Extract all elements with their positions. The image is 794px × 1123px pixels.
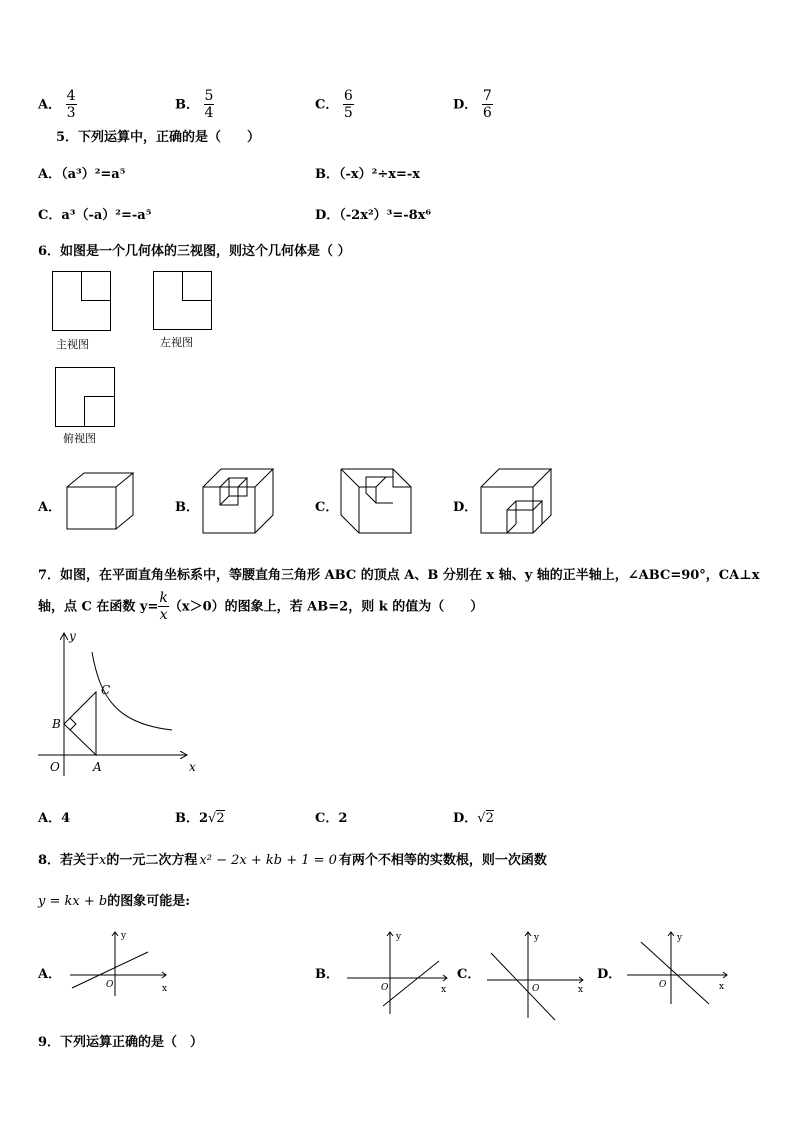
x-axis-label: x	[719, 982, 725, 992]
q4-option-d[interactable]	[453, 88, 493, 122]
numerator: 5	[204, 88, 214, 104]
q6-option-c-label[interactable]: C．	[315, 500, 339, 515]
fraction	[204, 88, 215, 122]
option-label: C．	[315, 811, 339, 826]
right-angle-mark	[70, 718, 76, 730]
option-value: 4	[61, 811, 71, 826]
numerator: k	[159, 590, 168, 606]
option-label: D．	[453, 97, 478, 113]
q6-option-d-solid[interactable]	[478, 465, 554, 537]
q8-stem-text-c: 有两个不相等的实数根，则一次函数	[338, 853, 547, 868]
y-axis-label: y	[534, 933, 540, 943]
q5-option-c[interactable]: C．a³（-a）²=-a⁵	[38, 208, 152, 223]
top-view-inner-square	[84, 396, 115, 427]
numerator: 4	[66, 88, 76, 104]
q7-option-a[interactable]	[38, 807, 70, 826]
denominator: 4	[204, 105, 214, 121]
radicand: 2	[216, 811, 225, 826]
q6-option-c-solid[interactable]	[338, 465, 414, 537]
denominator: 5	[343, 105, 353, 121]
q8-equation: x² − 2x + kb + 1 = 0	[199, 853, 337, 868]
y-axis-label: y	[677, 933, 683, 943]
option-label: B．	[175, 97, 199, 113]
q7-option-d[interactable]	[453, 807, 494, 826]
q8-option-d-graph[interactable]	[623, 928, 735, 1008]
q8-stem-line1	[38, 849, 547, 868]
q5-option-b[interactable]: B．（-x）²÷x=-x	[315, 167, 421, 182]
y-axis-label: y	[396, 932, 402, 942]
origin-label: O	[532, 984, 540, 994]
option-label: A．	[38, 97, 62, 113]
q5-stem: 5．下列运算中，正确的是（ ）	[56, 130, 261, 145]
q9-stem: 9．下列运算正确的是（ ）	[38, 1035, 204, 1050]
option-label: A．	[38, 811, 62, 826]
option-label: D．	[453, 811, 478, 826]
x-axis-label: x	[578, 985, 584, 995]
front-view-caption: 主视图	[56, 338, 89, 351]
q8-option-d-label[interactable]: D．	[597, 967, 622, 982]
q6-option-a-solid[interactable]	[64, 470, 136, 532]
q7-option-c[interactable]	[315, 807, 347, 826]
q6-option-d-label[interactable]: D．	[453, 500, 478, 515]
point-a-label: A	[93, 760, 102, 774]
radical-sign: √	[477, 811, 486, 826]
q7-fraction	[158, 590, 168, 624]
q8-option-b-label[interactable]: B．	[315, 967, 339, 982]
numerator: 7	[482, 88, 492, 104]
q7-option-b[interactable]	[175, 807, 225, 826]
q4-option-b[interactable]	[175, 88, 214, 122]
point-b-label: B	[52, 717, 61, 731]
q7-stem-line2	[38, 590, 483, 624]
q8-function: y = kx + b	[38, 894, 108, 909]
fraction	[343, 88, 354, 122]
q4-option-a[interactable]	[38, 88, 77, 122]
q5-option-d[interactable]: D．（-2x²）³=-8x⁶	[315, 208, 432, 223]
q7-coordinate-figure	[32, 628, 202, 780]
q6-option-b-label[interactable]: B．	[175, 500, 199, 515]
radicand: 2	[485, 811, 494, 826]
origin-label: O	[659, 980, 667, 990]
fraction	[482, 88, 493, 122]
q7-stem-line1: 7．如图，在平面直角坐标系中，等腰直角三角形 ABC 的顶点 A、B 分别在 x 轴、y 轴的正半轴上，∠ABC=90°，CA⊥x	[38, 568, 760, 583]
option-label: C．	[315, 97, 339, 113]
x-axis-label: x	[162, 984, 168, 994]
q5-option-a[interactable]: A．（a³）²=a⁵	[38, 167, 126, 182]
q8-variable: x	[99, 853, 107, 868]
option-value: 2	[199, 811, 209, 826]
q6-stem: 6．如图是一个几何体的三视图，则这个几何体是（ ）	[38, 244, 351, 259]
y-axis-label: y	[69, 629, 76, 643]
x-axis-label: x	[441, 985, 447, 995]
triangle-abc	[64, 692, 96, 755]
denominator: x	[159, 607, 168, 623]
left-view-caption: 左视图	[160, 336, 193, 349]
q8-option-c-graph[interactable]	[483, 928, 593, 1022]
numerator: 6	[343, 88, 353, 104]
q6-option-a-label[interactable]: A．	[38, 500, 62, 515]
top-view-caption: 俯视图	[63, 432, 96, 445]
option-value: 2	[338, 811, 348, 826]
x-axis-label: x	[189, 760, 196, 774]
q8-option-a-graph[interactable]	[66, 928, 176, 998]
y-axis-label: y	[121, 931, 127, 941]
q8-option-c-label[interactable]: C．	[457, 967, 481, 982]
q8-option-a-label[interactable]: A．	[38, 967, 62, 982]
front-view-inner-square	[81, 271, 111, 301]
q4-option-c[interactable]	[315, 88, 354, 122]
front-view-figure	[52, 271, 111, 331]
top-view-figure	[55, 367, 115, 427]
point-c-label: C	[101, 683, 111, 697]
q7-stem-text-b: （x＞0）的图象上，若 AB=2，则 k 的值为（ ）	[168, 599, 484, 615]
q8-option-b-graph[interactable]	[343, 928, 453, 1018]
radical-sign: √	[208, 811, 217, 826]
left-view-figure	[153, 271, 212, 330]
fraction	[66, 88, 77, 122]
denominator: 6	[482, 105, 492, 121]
left-view-inner-square	[182, 271, 212, 301]
origin-label: O	[381, 983, 389, 993]
origin-label: O	[50, 760, 60, 774]
q6-option-b-solid[interactable]	[200, 465, 276, 537]
origin-label: O	[106, 980, 114, 990]
q8-stem-text-d: 的图象可能是:	[107, 894, 191, 909]
q7-stem-text-a: 轴，点 C 在函数 y=	[38, 599, 159, 615]
q8-stem-text-b: 的一元二次方程	[106, 853, 198, 868]
option-label: B．	[175, 811, 199, 826]
q8-stem-text-a: 8．若关于	[38, 853, 100, 868]
q8-stem-line2	[38, 890, 190, 909]
denominator: 3	[66, 105, 76, 121]
